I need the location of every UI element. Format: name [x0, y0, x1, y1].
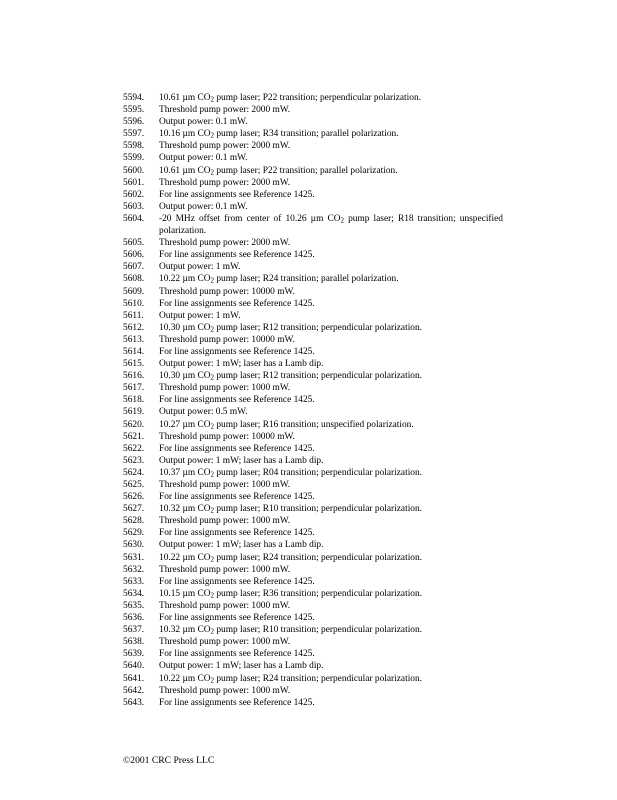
note-number: 5632.	[123, 564, 145, 575]
note-text: 10.16 µm $CO_2$ pump laser; R34 transition; parallel polarization.	[159, 129, 399, 140]
note-text: Output power: 0.1 mW.	[159, 153, 248, 164]
note-text: Output power: 0.1 mW.	[159, 117, 248, 128]
note-entry	[123, 92, 503, 104]
note-number: 5627.	[123, 504, 145, 515]
note-entry	[123, 177, 503, 189]
note-text: Threshold pump power: 10000 mW.	[159, 334, 295, 345]
note-entry	[123, 189, 503, 201]
note-text: 10.32 µm $CO_2$ pump laser; R10 transition; perpendicular polarization.	[159, 504, 423, 515]
note-text: Threshold pump power: 1000 mW.	[159, 516, 291, 527]
note-entry	[123, 286, 503, 298]
note-entry	[123, 515, 503, 527]
note-text: 10.61 µm $CO_2$ pump laser; P22 transition; perpendicular polarization.	[159, 93, 421, 104]
note-number: 5623.	[123, 455, 145, 466]
note-number: 5606.	[123, 250, 145, 261]
note-number: 5608.	[123, 274, 145, 285]
note-number: 5626.	[123, 492, 145, 503]
note-text: For line assignments see Reference 1425.	[159, 492, 315, 503]
note-entry	[123, 552, 503, 564]
note-number: 5614.	[123, 346, 145, 357]
note-number: 5638.	[123, 637, 145, 648]
note-text: Threshold pump power: 2000 mW.	[159, 105, 291, 116]
note-entry	[123, 636, 503, 648]
note-text: Threshold pump power: 1000 mW.	[159, 600, 291, 611]
note-entry	[123, 213, 503, 237]
note-number: 5641.	[123, 673, 145, 684]
note-entry	[123, 503, 503, 515]
note-text: Threshold pump power: 10000 mW.	[159, 431, 295, 442]
note-entry	[123, 152, 503, 164]
note-number: 5611.	[123, 310, 144, 321]
note-text: 10.22 µm $CO_2$ pump laser; R24 transition; perpendicular polarization.	[159, 552, 423, 564]
note-entry	[123, 673, 503, 685]
note-text: For line assignments see Reference 1425.	[159, 395, 315, 406]
note-number: 5617.	[123, 383, 145, 394]
note-entry	[123, 419, 503, 431]
note-number: 5596.	[123, 117, 145, 128]
note-number: 5613.	[123, 334, 145, 345]
note-number: 5602.	[123, 189, 145, 200]
note-number: 5630.	[123, 540, 145, 551]
note-entry	[123, 310, 503, 322]
note-entry	[123, 479, 503, 491]
note-text: 10.15 µm $CO_2$ pump laser; R36 transition; perpendicular polarization.	[159, 588, 423, 600]
note-text: For line assignments see Reference 1425.	[159, 576, 315, 587]
note-text: Output power: 0.1 mW.	[159, 201, 248, 212]
note-number: 5624.	[123, 467, 145, 478]
note-number: 5610.	[123, 298, 145, 309]
note-text: 10.30 µm $CO_2$ pump laser; R12 transition; perpendicular polarization.	[159, 371, 423, 382]
note-text: For line assignments see Reference 1425.	[159, 443, 315, 454]
note-entry	[123, 261, 503, 273]
note-entry	[123, 527, 503, 539]
copyright-footer: ©2001 CRC Press LLC	[123, 755, 215, 766]
note-entry	[123, 346, 503, 358]
note-entry	[123, 140, 503, 152]
note-text: Threshold pump power: 2000 mW.	[159, 141, 291, 152]
note-entry	[123, 382, 503, 394]
note-text: Threshold pump power: 1000 mW.	[159, 637, 291, 648]
note-entry	[123, 539, 503, 551]
note-text: Threshold pump power: 10000 mW.	[159, 286, 295, 297]
note-number: 5625.	[123, 480, 145, 490]
note-number: 5635.	[123, 600, 145, 611]
note-entry	[123, 564, 503, 576]
note-number: 5621.	[123, 431, 145, 442]
note-text: 10.27 µm $CO_2$ pump laser; R16 transition; unspecified polarization.	[159, 419, 414, 431]
note-entry	[123, 624, 503, 636]
notes-list	[123, 92, 503, 709]
note-text: For line assignments see Reference 1425.	[159, 613, 315, 624]
note-number: 5594.	[123, 93, 145, 103]
note-entry	[123, 443, 503, 455]
note-number: 5622.	[123, 443, 145, 454]
note-text: 10.30 µm $CO_2$ pump laser; R12 transition; perpendicular polarization.	[159, 322, 423, 334]
note-text: Threshold pump power: 2000 mW.	[159, 238, 291, 249]
note-entry	[123, 394, 503, 406]
note-number: 5597.	[123, 129, 145, 140]
note-number: 5628.	[123, 516, 145, 527]
note-entry	[123, 116, 503, 128]
note-entry	[123, 273, 503, 285]
note-number: 5619.	[123, 407, 145, 418]
note-text: Threshold pump power: 1000 mW.	[159, 685, 291, 696]
note-entry	[123, 249, 503, 261]
note-number: 5600.	[123, 165, 145, 176]
note-number: 5640.	[123, 661, 145, 672]
note-text: 10.22 µm $CO_2$ pump laser; R24 transition; parallel polarization.	[159, 274, 399, 285]
note-text: For line assignments see Reference 1425.	[159, 189, 315, 200]
note-entry	[123, 467, 503, 479]
note-entry	[123, 334, 503, 346]
note-entry	[123, 588, 503, 600]
note-text: Output power: 1 mW; laser has a Lamb dip.	[159, 540, 324, 551]
note-number: 5599.	[123, 153, 145, 164]
note-text: Output power: 1 mW; laser has a Lamb dip.	[159, 359, 324, 370]
note-number: 5618.	[123, 395, 145, 406]
note-text: 10.37 µm $CO_2$ pump laser; R04 transition; perpendicular polarization.	[159, 467, 423, 479]
note-entry	[123, 576, 503, 588]
note-text: Output power: 0.5 mW.	[159, 407, 248, 418]
note-text: For line assignments see Reference 1425.	[159, 528, 315, 539]
note-number: 5631.	[123, 552, 145, 563]
note-text: Threshold pump power: 1000 mW.	[159, 564, 291, 575]
note-number: 5609.	[123, 286, 145, 297]
note-number: 5612.	[123, 322, 145, 333]
note-number: 5643.	[123, 697, 145, 708]
note-entry	[123, 431, 503, 443]
note-number: 5601.	[123, 177, 145, 188]
note-number: 5636.	[123, 613, 145, 624]
note-entry	[123, 648, 503, 660]
note-entry	[123, 406, 503, 418]
note-number: 5595.	[123, 105, 145, 116]
note-entry	[123, 455, 503, 467]
note-number: 5639.	[123, 649, 145, 660]
note-number: 5598.	[123, 141, 145, 152]
note-number: 5603.	[123, 201, 145, 212]
note-entry	[123, 298, 503, 310]
note-entry	[123, 237, 503, 249]
note-text: For line assignments see Reference 1425.	[159, 697, 315, 708]
note-entry	[123, 660, 503, 672]
note-entry	[123, 491, 503, 503]
note-text: Threshold pump power: 1000 mW.	[159, 480, 291, 490]
note-number: 5604.	[123, 213, 145, 224]
note-entry	[123, 685, 503, 697]
note-text: 10.32 µm $CO_2$ pump laser; R10 transition; perpendicular polarization.	[159, 625, 423, 636]
note-text: Threshold pump power: 2000 mW.	[159, 177, 291, 188]
note-number: 5629.	[123, 528, 145, 539]
note-entry	[123, 697, 503, 709]
note-number: 5615.	[123, 359, 145, 370]
note-number: 5605.	[123, 238, 145, 249]
note-entry	[123, 128, 503, 140]
note-number: 5634.	[123, 588, 145, 599]
note-text: Output power: 1 mW; laser has a Lamb dip.	[159, 455, 324, 466]
note-entry	[123, 600, 503, 612]
note-text: Output power: 1 mW; laser has a Lamb dip.	[159, 661, 324, 672]
note-text: For line assignments see Reference 1425.	[159, 250, 315, 261]
note-text: -20 MHz offset from center of 10.26 µm $CO_2$ pump laser; R18 transition; unspecified polarization.	[159, 213, 503, 237]
note-entry	[123, 612, 503, 624]
note-text: Output power: 1 mW.	[159, 262, 241, 273]
note-entry	[123, 322, 503, 334]
note-number: 5633.	[123, 576, 145, 587]
note-text: Output power: 1 mW.	[159, 310, 241, 321]
note-text: For line assignments see Reference 1425.	[159, 298, 315, 309]
note-number: 5620.	[123, 419, 145, 430]
note-entry	[123, 165, 503, 177]
note-text: 10.22 µm $CO_2$ pump laser; R24 transition; perpendicular polarization.	[159, 673, 423, 684]
note-number: 5642.	[123, 685, 145, 696]
note-number: 5607.	[123, 262, 145, 273]
note-number: 5616.	[123, 371, 145, 382]
note-entry	[123, 201, 503, 213]
note-text: Threshold pump power: 1000 mW.	[159, 383, 291, 394]
note-entry	[123, 104, 503, 116]
note-text: For line assignments see Reference 1425.	[159, 649, 315, 660]
note-number: 5637.	[123, 625, 145, 636]
note-entry	[123, 370, 503, 382]
note-text: 10.61 µm $CO_2$ pump laser; P22 transition; parallel polarization.	[159, 165, 398, 177]
note-entry	[123, 358, 503, 370]
note-text: For line assignments see Reference 1425.	[159, 346, 315, 357]
